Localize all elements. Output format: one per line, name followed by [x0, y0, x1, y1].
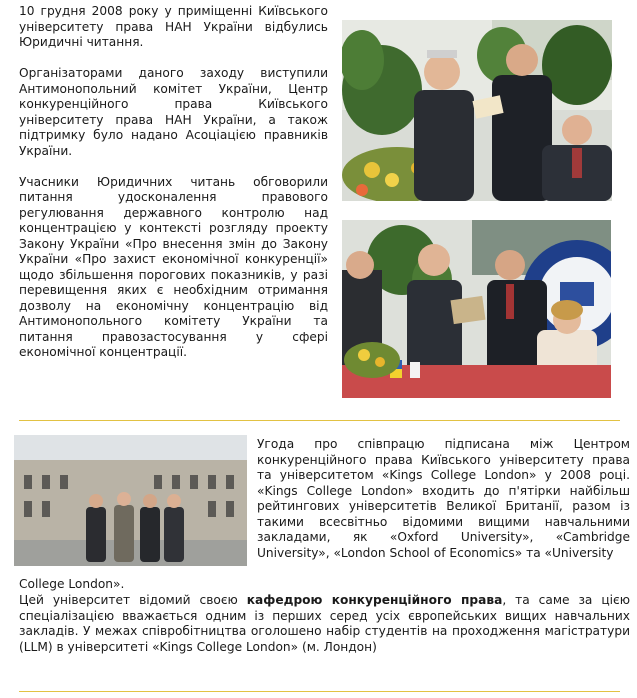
agreement-description — [257, 437, 630, 561]
university-paragraph — [19, 593, 630, 655]
photo-london-group — [14, 435, 247, 566]
university-text-bold: кафедрою конкуренційного права — [246, 593, 503, 607]
event-paragraph-discussion: Учасники Юридичних читань обговорили питання удосконалення правового регулювання державного контролю над концентрацією у контексті розгляду проекту Закону України «Про внесення змін до Закону України «Про захист економічної конкуренції» щодо збільшення порогових показників, у разі перевищення яких є необхідним отримання дозволу на економічну концентрацію від Антимонопольного комітету України та питання правозастосування у сфері економічної концентрації. — [19, 174, 328, 359]
photo-award-ceremony-2 — [342, 220, 611, 398]
event-paragraph-organizers: Організаторами даного заходу виступили Антимонопольний комітет України, Центр конкуренційного права Київського університету права НАН України, а також підтримку було надано Асоціацією правників України. — [19, 66, 328, 158]
university-text-end: , та саме за цією спеціалізацією вважається одним із перших серед усіх європейських вищих навчальних закладів. У межах співробітництва оголошено набір студентів на проходження магістратури (LLM) в університеті «Kings College London» (м. Лондон) — [19, 593, 630, 654]
agreement-tail-line — [19, 577, 630, 593]
photo-award-ceremony-1 — [342, 20, 612, 201]
section-divider-bottom — [19, 691, 620, 692]
event-description — [19, 4, 328, 376]
agreement-paragraph: Угода про співпрацю підписана між Центром конкуренційного права Київського університету права та університетом «Kings College London» у 2008 році. «Kings College London» входить до п'ятірки найбільш рейтингових університетів Великої Британії, разом із такими всесвітньо відомими вищими навчальними закладами, як «Oxford University», «Cambridge University», «London School of Economics» та «University — [257, 437, 630, 560]
event-paragraph-date: 10 грудня 2008 року у приміщенні Київського університету права НАН України відбулись Юридичні читання. — [19, 4, 328, 49]
agreement-paragraph-tail: College London». — [19, 577, 125, 591]
section-divider — [19, 420, 620, 421]
university-description — [19, 593, 630, 655]
university-text-start: Цей університет відомий своєю — [19, 593, 247, 607]
